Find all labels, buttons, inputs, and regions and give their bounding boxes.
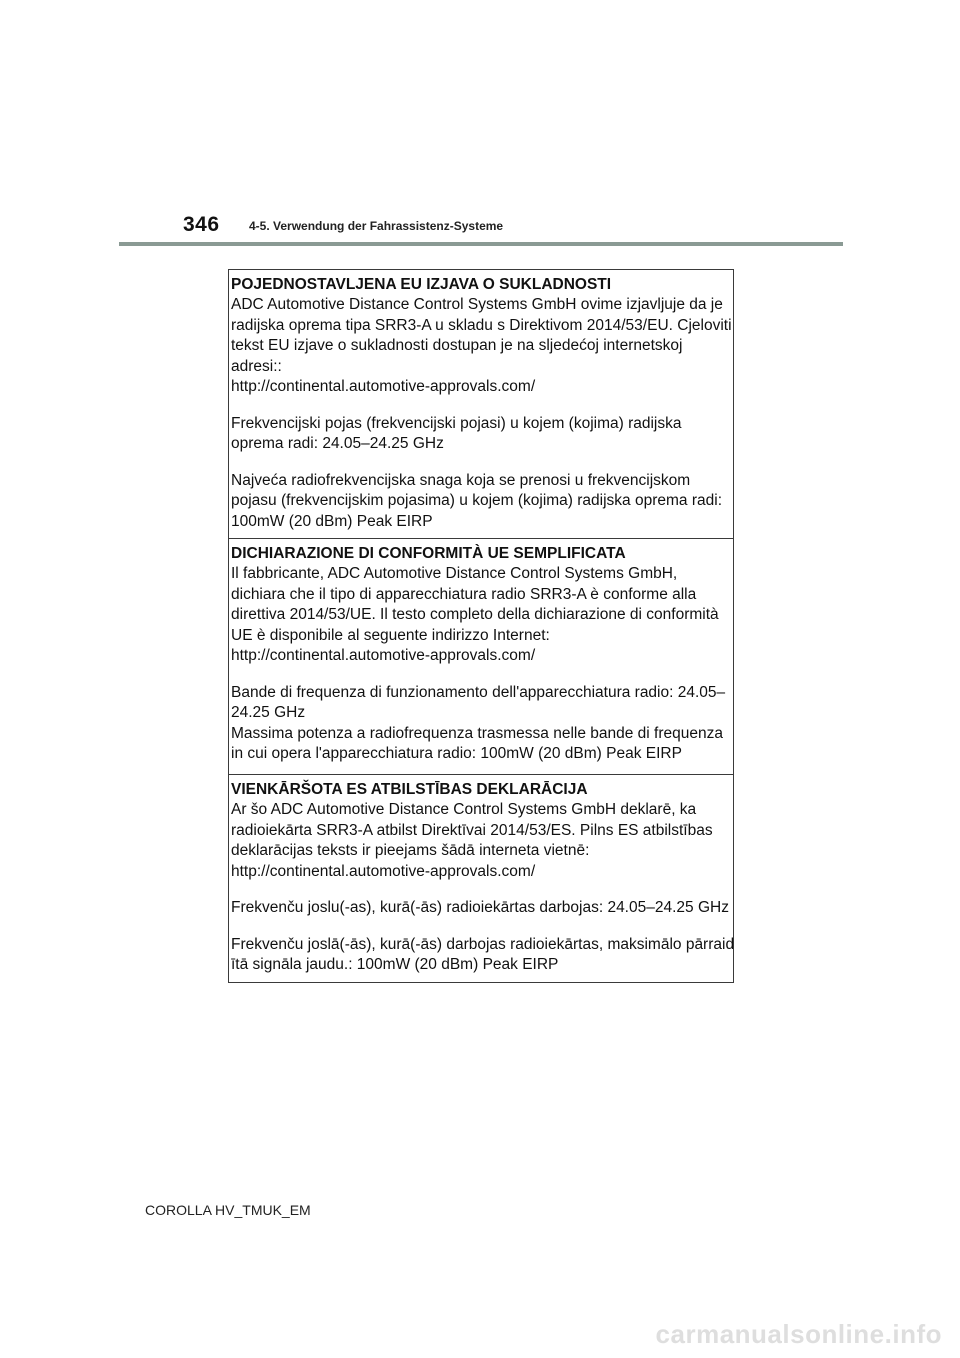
declaration-croatian: [229, 270, 733, 538]
max-power-line: Najveća radiofrekvencijska snaga koja se prenosi u frekvencijskom: [231, 471, 691, 489]
declaration-line: UE è disponibile al seguente indirizzo Internet:: [231, 626, 550, 644]
declaration-line: deklarācijas teksts ir pieejams šādā interneta vietnē:: [231, 842, 590, 859]
conformity-declaration-box: [228, 269, 734, 983]
declaration-line: direttiva 2014/53/UE. Il testo completo della dichiarazione di conformità: [231, 606, 719, 623]
max-power-line: Massima potenza a radiofrequenza trasmessa nelle bande di frequenza: [231, 724, 723, 742]
declaration-line: adresi::: [231, 357, 282, 375]
declaration-line: Ar šo ADC Automotive Distance Control Systems GmbH deklarē, ka: [231, 801, 697, 818]
declaration-line: Il fabbricante, ADC Automotive Distance Control Systems GmbH,: [231, 565, 678, 582]
declaration-line: ADC Automotive Distance Control Systems GmbH ovime izjavljuje da je: [231, 296, 723, 313]
max-power-line: pojasu (frekvencijskim pojasima) u kojem (kojima) radijska oprema radi:: [231, 492, 722, 509]
max-power-line: in cui opera l'apparecchiatura radio: 100mW (20 dBm) Peak EIRP: [231, 745, 682, 762]
declaration-italian: [229, 538, 733, 774]
declaration-url: http://continental.automotive-approvals.com/: [231, 862, 536, 880]
page-number: 346: [183, 213, 220, 236]
frequency-band-line: Frekvencijski pojas (frekvencijski pojasi) u kojem (kojima) radijska: [231, 414, 682, 432]
max-power-line: 100mW (20 dBm) Peak EIRP: [231, 512, 433, 530]
frequency-band-line: oprema radi: 24.05–24.25 GHz: [231, 435, 444, 452]
declaration-url: http://continental.automotive-approvals.com/: [231, 647, 536, 664]
model-code-footer: COROLLA HV_TMUK_EM: [145, 1202, 311, 1218]
declaration-title: DICHIARAZIONE DI CONFORMITÀ UE SEMPLIFICATA: [231, 545, 626, 562]
declaration-title: VIENKĀRŠOTA ES ATBILSTĪBAS DEKLARĀCIJA: [231, 781, 588, 798]
frequency-band-line: Bande di frequenza di funzionamento dell'apparecchiatura radio: 24.05–: [231, 683, 726, 701]
declaration-line: radijska oprema tipa SRR3-A u skladu s Direktivom 2014/53/EU. Cjeloviti: [231, 316, 732, 334]
max-power-line: Frekvenču joslā(-ās), kurā(-ās) darbojas radioiekārtas, maksimālo pārraid: [231, 935, 735, 953]
site-watermark: carmanualsonline.info: [655, 1319, 942, 1349]
max-power-line: ītā signāla jaudu.: 100mW (20 dBm) Peak EIRP: [231, 956, 559, 973]
header-divider: [119, 242, 843, 246]
section-title: 4-5. Verwendung der Fahrassistenz-Systeme: [249, 219, 504, 233]
declaration-latvian: [229, 774, 733, 982]
declaration-line: tekst EU izjave o sukladnosti dostupan je na sljedećoj internetskoj: [231, 337, 683, 354]
frequency-band-line: 24.25 GHz: [231, 704, 306, 721]
declaration-url: http://continental.automotive-approvals.com/: [231, 378, 536, 395]
declaration-title: POJEDNOSTAVLJENA EU IZJAVA O SUKLADNOSTI: [231, 276, 612, 293]
declaration-line: dichiara che il tipo di apparecchiatura radio SRR3-A è conforme alla: [231, 585, 697, 603]
declaration-line: radioiekārta SRR3-A atbilst Direktīvai 2014/53/ES. Pilns ES atbilstības: [231, 821, 713, 839]
frequency-band-line: Frekvenču joslu(-as), kurā(-ās) radioiekārtas darbojas: 24.05–24.25 GHz: [231, 899, 729, 916]
